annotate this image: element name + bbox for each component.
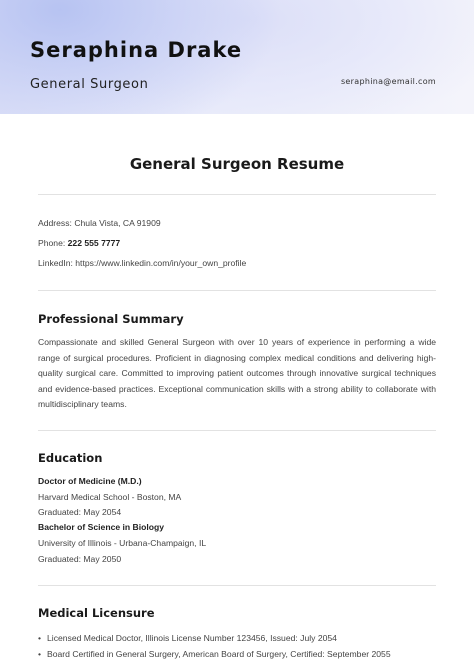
candidate-job-title: General Surgeon: [30, 77, 149, 92]
divider: [38, 194, 436, 195]
divider: [38, 290, 436, 291]
list-item: • Licensed Medical Doctor, Illinois License Number 123456, Issued: July 2054: [38, 630, 391, 646]
document-title: General Surgeon Resume: [129, 155, 345, 173]
education-degree: Bachelor of Science in Biology: [38, 522, 165, 532]
phone-label: Phone:: [38, 238, 66, 248]
address-label: Address:: [38, 218, 72, 228]
resume-header: [0, 0, 474, 114]
candidate-email: seraphina@email.com: [340, 77, 436, 86]
education-heading: Education: [38, 451, 103, 465]
education-graduation: Graduated: May 2050: [38, 554, 122, 564]
linkedin-url: https://www.linkedin.com/in/your_own_profile: [75, 258, 247, 268]
summary-text: Compassionate and skilled General Surgeon with over 10 years of experience in performing a wide range of surgical procedures. Proficient in diagnosing complex medical conditions and delivering high-quality surgical care. Committed to improving patient outcomes through innovative surgical techniques and evidence-based practices. Exceptional communication skills with a strong ability to collaborate with multidisciplinary teams.: [38, 337, 436, 410]
phone-value: 222 555 7777: [67, 238, 121, 248]
contact-phone: [38, 238, 120, 248]
education-school: Harvard Medical School - Boston, MA: [38, 492, 182, 502]
address-value: Chula Vista, CA 91909: [74, 218, 161, 228]
licensure-list: [38, 630, 391, 662]
education-graduation: Graduated: May 2054: [38, 507, 122, 517]
divider: [38, 430, 436, 431]
education-degree: Doctor of Medicine (M.D.): [38, 476, 142, 486]
contact-linkedin: [38, 258, 246, 268]
contact-address: [38, 218, 161, 228]
education-school: University of Illinois - Urbana-Champaign, IL: [38, 538, 207, 548]
summary-heading: Professional Summary: [38, 312, 184, 326]
list-item: • Board Certified in General Surgery, American Board of Surgery, Certified: September 2055: [38, 646, 391, 662]
linkedin-label: LinkedIn:: [38, 258, 73, 268]
licensure-heading: Medical Licensure: [38, 606, 155, 620]
candidate-name: Seraphina Drake: [30, 38, 243, 62]
divider: [38, 585, 436, 586]
